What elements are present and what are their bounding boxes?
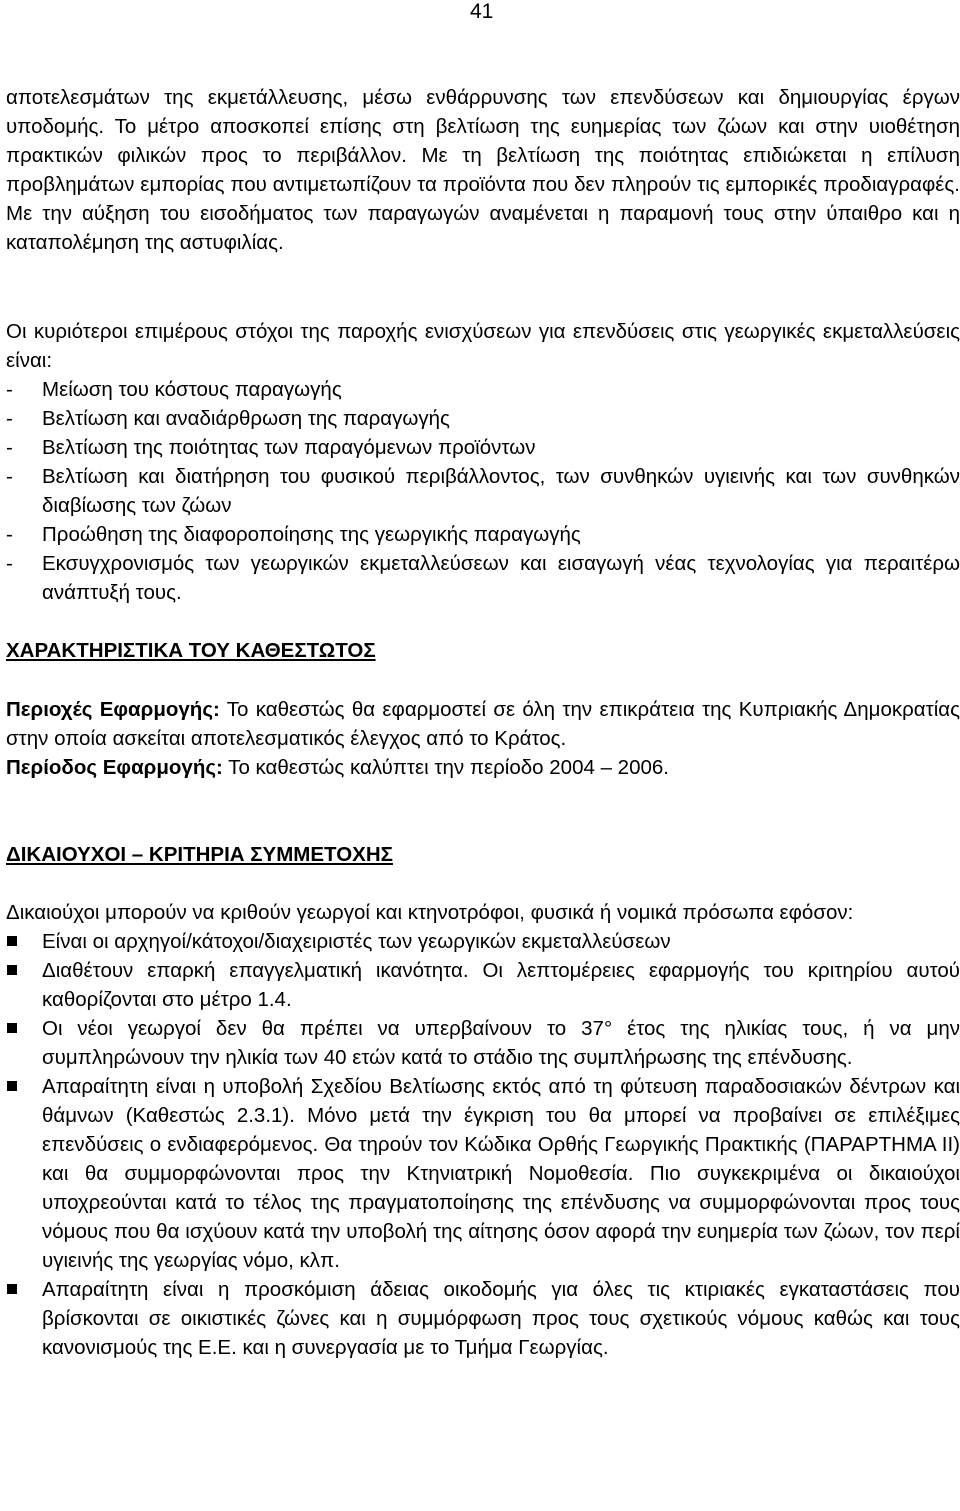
square-bullet-icon [7,1081,17,1091]
application-period-label: Περίοδος Εφαρμογής: [6,756,223,779]
objectives-intro: Οι κυριότεροι επιμέρους στόχοι της παροχής ενισχύσεων για επενδύσεις στις γεωργικές εκμεταλλεύσεις είναι: [6,320,960,372]
objective-item: - Βελτίωση και αναδιάρθρωση της παραγωγής [6,404,960,433]
dash-marker: - [6,465,13,488]
dash-marker: - [6,523,13,546]
objective-item: - Εκσυγχρονισμός των γεωργικών εκμεταλλεύσεων και εισαγωγή νέας τεχνολογίας για περαιτέρω ανάπτυξή τους. [6,549,960,607]
criteria-item: Απαραίτητη είναι η υποβολή Σχεδίου Βελτίωσης εκτός από τη φύτευση παραδοσιακών δέντρων και θάμνων (Καθεστώς 2.3.1). Μόνο μετά την έγκριση του θα μπορεί να προβαίνει σε επιλέξιμες επενδύσεις ο ενδιαφερόμενος. Θα τηρούν τον Κώδικα Ορθής Γεωργικής Πρακτικής (ΠΑΡΑΡΤΗΜΑ ΙΙ) και θα συμμορφώνονται προς την Κτηνιατρική Νομοθεσία. Πιο συγκεκριμένα οι δικαιούχοι υποχρεούνται κατά το τέλος της πραγματοποίησης της επένδυσης να συμμορφώνονται προς τους νόμους που θα ισχύουν κατά την υποβολή της αίτησης όσον αφορά την ευημερία των ζώων, τον περί υγιεινής της γεωργίας νόμο, κλπ. [6,1072,960,1275]
criteria-item: Διαθέτουν επαρκή επαγγελματική ικανότητα. Οι λεπτομέρειες εφαρμογής του κριτηρίου αυτού καθορίζονται στο μέτρο 1.4. [6,956,960,1014]
beneficiaries-section [6,898,960,1362]
objective-item: - Βελτίωση της ποιότητας των παραγόμενων προϊόντων [6,433,960,462]
application-period-text: Το καθεστώς καλύπτει την περίοδο 2004 – 2006. [228,756,669,779]
objective-item: - Βελτίωση και διατήρηση του φυσικού περιβάλλοντος, των συνθηκών υγιεινής και των συνθηκών διαβίωσης των ζώων [6,462,960,520]
objectives-section [6,317,960,607]
square-bullet-icon [7,965,17,975]
characteristics-section [6,695,960,782]
application-area-text: Το καθεστώς θα εφαρμοστεί σε όλη την επικράτεια της Κυπριακής Δημοκρατίας στην οποία ασκείται αποτελεσματικός έλεγχος από το Κράτος. [6,698,960,750]
objective-item: - Προώθηση της διαφοροποίησης της γεωργικής παραγωγής [6,520,960,549]
criteria-item: Απαραίτητη είναι η προσκόμιση άδειας οικοδομής για όλες τις κτιριακές εγκαταστάσεις που βρίσκονται σε οικιστικές ζώνες και η συμμόρφωση προς τους σχετικούς νόμους καθώς και τους κανονισμούς της Ε.Ε. και η συνεργασία με το Τμήμα Γεωργίας. [6,1275,960,1362]
page-number: 41 [470,0,494,23]
criteria-item: Είναι οι αρχηγοί/κάτοχοι/διαχειριστές των γεωργικών εκμεταλλεύσεων [6,927,960,956]
dash-marker: - [6,407,13,430]
dash-marker: - [6,378,13,401]
application-area-label: Περιοχές Εφαρμογής: [6,698,220,721]
dash-marker: - [6,552,13,575]
characteristics-heading: ΧΑΡΑΚΤΗΡΙΣΤΙΚΑ ΤΟΥ ΚΑΘΕΣΤΩΤΟΣ [6,639,376,662]
beneficiaries-intro: Δικαιούχοι μπορούν να κριθούν γεωργοί και κτηνοτρόφοι, φυσικά ή νομικά πρόσωπα εφόσον: [6,901,854,924]
beneficiaries-heading: ΔΙΚΑΙΟΥΧΟΙ – ΚΡΙΤΗΡΙΑ ΣΥΜΜΕΤΟΧΗΣ [6,843,393,866]
criteria-item: Οι νέοι γεωργοί δεν θα πρέπει να υπερβαίνουν το 37° έτος της ηλικίας τους, ή να μην συμπληρώνουν την ηλικία των 40 ετών κατά το στάδιο της συμπλήρωσης της επένδυσης. [6,1014,960,1072]
intro-paragraph: αποτελεσμάτων της εκμετάλλευσης, μέσω ενθάρρυνσης των επενδύσεων και δημιουργίας έργων υποδομής. Το μέτρο αποσκοπεί επίσης στη βελτίωση της ευημερίας των ζώων και στην υιοθέτηση πρακτικών φιλικών προς το περιβάλλον. Με τη βελτίωση της ποιότητας επιδιώκεται η επίλυση προβλημάτων εμπορίας που αντιμετωπίζουν τα προϊόντα που δεν πληρούν τις εμπορικές προδιαγραφές. Με την αύξηση του εισοδήματος των παραγωγών αναμένεται η παραμονή τους στην ύπαιθρο και η καταπολέμηση της αστυφιλίας. [6,86,960,254]
objective-item: - Μείωση του κόστους παραγωγής [6,375,960,404]
square-bullet-icon [7,1023,17,1033]
application-period [6,753,960,782]
square-bullet-icon [7,1284,17,1294]
application-area [6,695,960,753]
dash-marker: - [6,436,13,459]
square-bullet-icon [7,936,17,946]
